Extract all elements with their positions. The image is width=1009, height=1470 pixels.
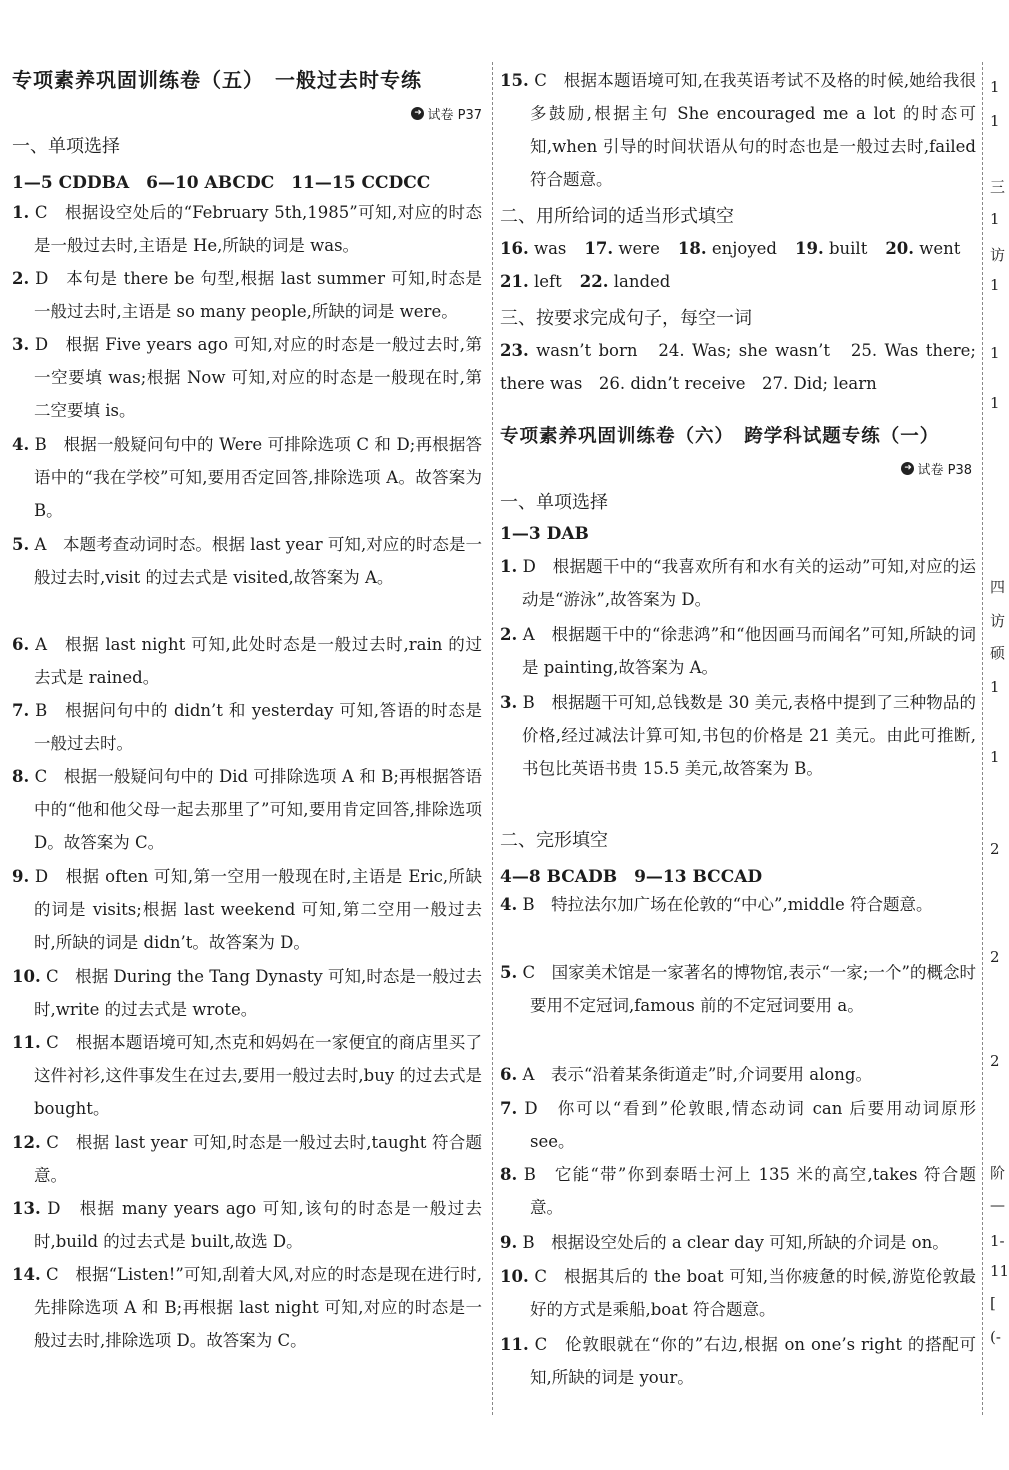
fill-answer: 16. was xyxy=(500,239,567,258)
page-reference-text: 试卷 P38 xyxy=(917,463,972,478)
fill-answer: 21. left xyxy=(500,272,562,291)
right-column-cutoff xyxy=(988,0,1009,1470)
section-title-6: 专项素养巩固训练卷（六） 跨学科试题专练（一） xyxy=(500,426,940,447)
answer-item xyxy=(500,1226,976,1259)
answer-item xyxy=(12,196,482,262)
item-explanation: A 本题考查动词时态。根据 last year 可知,对应的时态是一般过去时,visit 的过去式是 visited,故答案为 A。 xyxy=(29,535,482,587)
item-explanation: D 你可以“看到”伦敦眼,情态动词 can 后要用动词原形 see。 xyxy=(517,1099,976,1151)
cutoff-text-fragment: 三 xyxy=(990,178,1006,196)
answer-item-23: 23. wasn’t born 24. Was; she wasn’t 25. Was there; there was 26. didn’t receive 27. Did; learn xyxy=(500,341,976,393)
column-divider-1 xyxy=(492,62,493,1415)
answer-item xyxy=(12,1258,482,1357)
answer-item xyxy=(12,1126,482,1192)
cutoff-text-fragment: 2 xyxy=(990,948,1000,966)
item-number: 7. xyxy=(12,701,30,720)
item-number: 7. xyxy=(500,1099,518,1118)
item-explanation: A 根据题干中的“徐悲鸿”和“他因画马而闻名”可知,所缺的词是 painting,故答案为 A。 xyxy=(517,625,976,677)
page-reference-text: 试卷 P37 xyxy=(427,108,482,123)
answer-item xyxy=(12,960,482,1026)
fill-answer: 22. landed xyxy=(579,272,671,291)
answer-item xyxy=(12,262,482,328)
item-explanation: C 根据其后的 the boat 可知,当你疲惫的时候,游览伦敦最好的方式是乘船,boat 符合题意。 xyxy=(528,1267,976,1319)
cutoff-text-fragment: 2 xyxy=(990,1052,1000,1070)
item-explanation: B 根据一般疑问句中的 Were 可排除选项 C 和 D;再根据答语中的“我在学校”可知,要用否定回答,排除选项 A。故答案为 B。 xyxy=(29,435,482,520)
answer-item xyxy=(500,686,976,785)
subsection-heading: 一、单项选择 xyxy=(500,492,608,513)
item-number: 3. xyxy=(12,335,30,354)
item-number: 10. xyxy=(500,1267,529,1286)
cutoff-text-fragment: 1 xyxy=(990,748,1000,766)
item-number: 5. xyxy=(500,963,518,982)
answer-item xyxy=(500,888,976,921)
cutoff-text-fragment: 1 xyxy=(990,276,1000,294)
item-number: 18. xyxy=(677,239,707,258)
item-number: 12. xyxy=(12,1133,41,1152)
item-number: 10. xyxy=(12,967,41,986)
item-number: 19. xyxy=(794,239,824,258)
item-explanation: C 根据 last year 可知,时态是一般过去时,taught 符合题意。 xyxy=(34,1133,482,1185)
fill-answer: 19. built xyxy=(794,239,868,258)
answer-item xyxy=(500,956,976,1022)
answer-key-row: 1—5 CDDBA 6—10 ABCDC 11—15 CCDCC xyxy=(12,173,431,193)
answer-item xyxy=(12,694,482,760)
item-number: 11. xyxy=(500,1335,529,1354)
item-explanation: A 表示“沿着某条街道走”时,介词要用 along。 xyxy=(517,1065,872,1084)
cutoff-text-fragment: 四 xyxy=(990,578,1006,596)
arrow-right-icon: ➜ xyxy=(901,462,914,475)
item-explanation: C 根据本题语境可知,杰克和妈妈在一家便宜的商店里买了这件衬衫,这件事发生在过去,要用一般过去时,buy 的过去式是 bought。 xyxy=(34,1033,482,1118)
item-explanation: C 根据“Listen!”可知,刮着大风,对应的时态是现在进行时,先排除选项 A 和 B;再根据 last night 可知,对应的时态是一般过去时,排除选项 D。故答案为 C。 xyxy=(34,1265,482,1350)
cutoff-text-fragment: 1 xyxy=(990,210,1000,228)
item-explanation: C 根据 During the Tang Dynasty 可知,时态是一般过去时,write 的过去式是 wrote。 xyxy=(34,967,482,1019)
item-number: 9. xyxy=(12,867,30,886)
item-explanation: D 本句是 there be 句型,根据 last summer 可知,时态是一般过去时,主语是 so many people,所缺的词是 were。 xyxy=(29,269,482,321)
item-explanation: C 国家美术馆是一家著名的博物馆,表示“一家;一个”的概念时要用不定冠词,famous 前的不定冠词要用 a。 xyxy=(517,963,976,1015)
subsection-heading: 三、按要求完成句子，每空一词 xyxy=(500,308,752,329)
item-number: 13. xyxy=(12,1199,41,1218)
item-number: 2. xyxy=(500,625,518,644)
item-number: 20. xyxy=(885,239,915,258)
answer-key-row: 1—3 DAB xyxy=(500,524,589,544)
answer-item xyxy=(12,1192,482,1258)
answer-item xyxy=(500,1092,976,1158)
item-number: 8. xyxy=(500,1165,518,1184)
item-number: 8. xyxy=(12,767,30,786)
fill-in-row xyxy=(500,272,976,291)
answer-key-row: 4—8 BCADB 9—13 BCCAD xyxy=(500,867,763,887)
item-number: 4. xyxy=(500,895,518,914)
item-number: 6. xyxy=(12,635,30,654)
item-number: 3. xyxy=(500,693,518,712)
item-number: 22. xyxy=(579,272,609,291)
answer-item xyxy=(500,550,976,616)
arrow-right-icon: ➜ xyxy=(411,107,424,120)
fill-answer: 17. were xyxy=(584,239,660,258)
fill-answer: 18. enjoyed xyxy=(677,239,777,258)
answer-item xyxy=(500,1260,976,1326)
item-explanation: D 根据 often 可知,第一空用一般现在时,主语是 Eric,所缺的词是 visits;根据 last weekend 可知,第二空用一般过去时,所缺的词是 didn’t。故答案为 D。 xyxy=(29,867,482,952)
cutoff-text-fragment: 11 xyxy=(990,1262,1009,1280)
item-explanation: D 根据 Five years ago 可知,对应的时态是一般过去时,第一空要填 was;根据 Now 可知,对应的时态是一般现在时,第二空要填 is。 xyxy=(29,335,482,420)
answer-item-15: 15. C 根据本题语境可知,在我英语考试不及格的时候,她给我很多鼓励,根据主句 She encouraged me a lot 的时态可知,when 引导的时间状语从句的时态也是一般过去时,failed 符合题意。 xyxy=(500,71,976,189)
cutoff-text-fragment: 1 xyxy=(990,394,1000,412)
answer-item xyxy=(500,618,976,684)
cutoff-text-fragment: 2 xyxy=(990,840,1000,858)
item-explanation: B 根据设空处后的 a clear day 可知,所缺的介词是 on。 xyxy=(517,1233,949,1252)
item-explanation: C 根据设空处后的“February 5th,1985”可知,对应的时态是一般过去时,主语是 He,所缺的词是 was。 xyxy=(29,203,482,255)
section-title-5: 专项素养巩固训练卷（五） 一般过去时专练 xyxy=(12,68,422,92)
answer-item xyxy=(500,1058,976,1091)
cutoff-text-fragment: 访 xyxy=(990,612,1006,630)
answer-item xyxy=(12,328,482,427)
item-number: 1. xyxy=(500,557,518,576)
cutoff-text-fragment: 1 xyxy=(990,112,1000,130)
item-explanation: B 根据题干可知,总钱数是 30 美元,表格中提到了三种物品的价格,经过减法计算可知,书包的价格是 21 美元。由此可推断,书包比英语书贵 15.5 美元,故答案为 B。 xyxy=(517,693,976,778)
item-number: 2. xyxy=(12,269,30,288)
item-number: 4. xyxy=(12,435,30,454)
cutoff-text-fragment: 阶 xyxy=(990,1164,1006,1182)
answer-item xyxy=(12,860,482,959)
cutoff-text-fragment: — xyxy=(990,1196,1005,1214)
cutoff-text-fragment: 1 xyxy=(990,78,1000,96)
item-number: 5. xyxy=(12,535,30,554)
item-explanation: A 根据 last night 可知,此处时态是一般过去时,rain 的过去式是 rained。 xyxy=(29,635,482,687)
cutoff-text-fragment: 访 xyxy=(990,246,1006,264)
column-divider-2 xyxy=(982,62,983,1415)
cutoff-text-fragment: 1 xyxy=(990,678,1000,696)
page-reference xyxy=(901,459,972,478)
item-number: 6. xyxy=(500,1065,518,1084)
answer-item xyxy=(12,528,482,594)
answer-item xyxy=(12,628,482,694)
answer-item xyxy=(500,1328,976,1394)
subsection-heading: 一、单项选择 xyxy=(12,136,120,157)
subsection-heading: 二、用所给词的适当形式填空 xyxy=(500,206,734,227)
answer-item xyxy=(500,1158,976,1224)
answer-item xyxy=(12,1026,482,1125)
cutoff-text-fragment: [ xyxy=(990,1294,996,1312)
answer-item xyxy=(12,760,482,859)
item-explanation: C 伦敦眼就在“你的”右边,根据 on one’s right 的搭配可知,所缺的词是 your。 xyxy=(528,1335,976,1387)
item-explanation: B 根据问句中的 didn’t 和 yesterday 可知,答语的时态是一般过去时。 xyxy=(29,701,482,753)
page-reference xyxy=(411,104,482,123)
item-explanation: D 根据题干中的“我喜欢所有和水有关的运动”可知,对应的运动是“游泳”,故答案为 D。 xyxy=(517,557,976,609)
fill-in-row xyxy=(500,239,976,258)
item-number: 11. xyxy=(12,1033,41,1052)
item-explanation: D 根据 many years ago 可知,该句的时态是一般过去时,build 的过去式是 built,故选 D。 xyxy=(34,1199,482,1251)
answer-item xyxy=(12,428,482,527)
fill-answer: 20. went xyxy=(885,239,961,258)
subsection-heading: 二、完形填空 xyxy=(500,830,608,851)
item-number: 17. xyxy=(584,239,614,258)
item-explanation: C 根据一般疑问句中的 Did 可排除选项 A 和 B;再根据答语中的“他和他父母一起去那里了”可知,要用肯定回答,排除选项 D。故答案为 C。 xyxy=(29,767,482,852)
cutoff-text-fragment: (- xyxy=(990,1328,1001,1346)
item-explanation: B 特拉法尔加广场在伦敦的“中心”,middle 符合题意。 xyxy=(517,895,933,914)
item-number: 21. xyxy=(500,272,529,291)
item-explanation: B 它能“带”你到泰晤士河上 135 米的高空,takes 符合题意。 xyxy=(517,1165,976,1217)
item-number: 1. xyxy=(12,203,30,222)
item-number: 16. xyxy=(500,239,529,258)
cutoff-text-fragment: 1 xyxy=(990,344,1000,362)
cutoff-text-fragment: 硕 xyxy=(990,644,1006,662)
item-number: 9. xyxy=(500,1233,518,1252)
item-number: 14. xyxy=(12,1265,41,1284)
cutoff-text-fragment: 1- xyxy=(990,1232,1005,1250)
